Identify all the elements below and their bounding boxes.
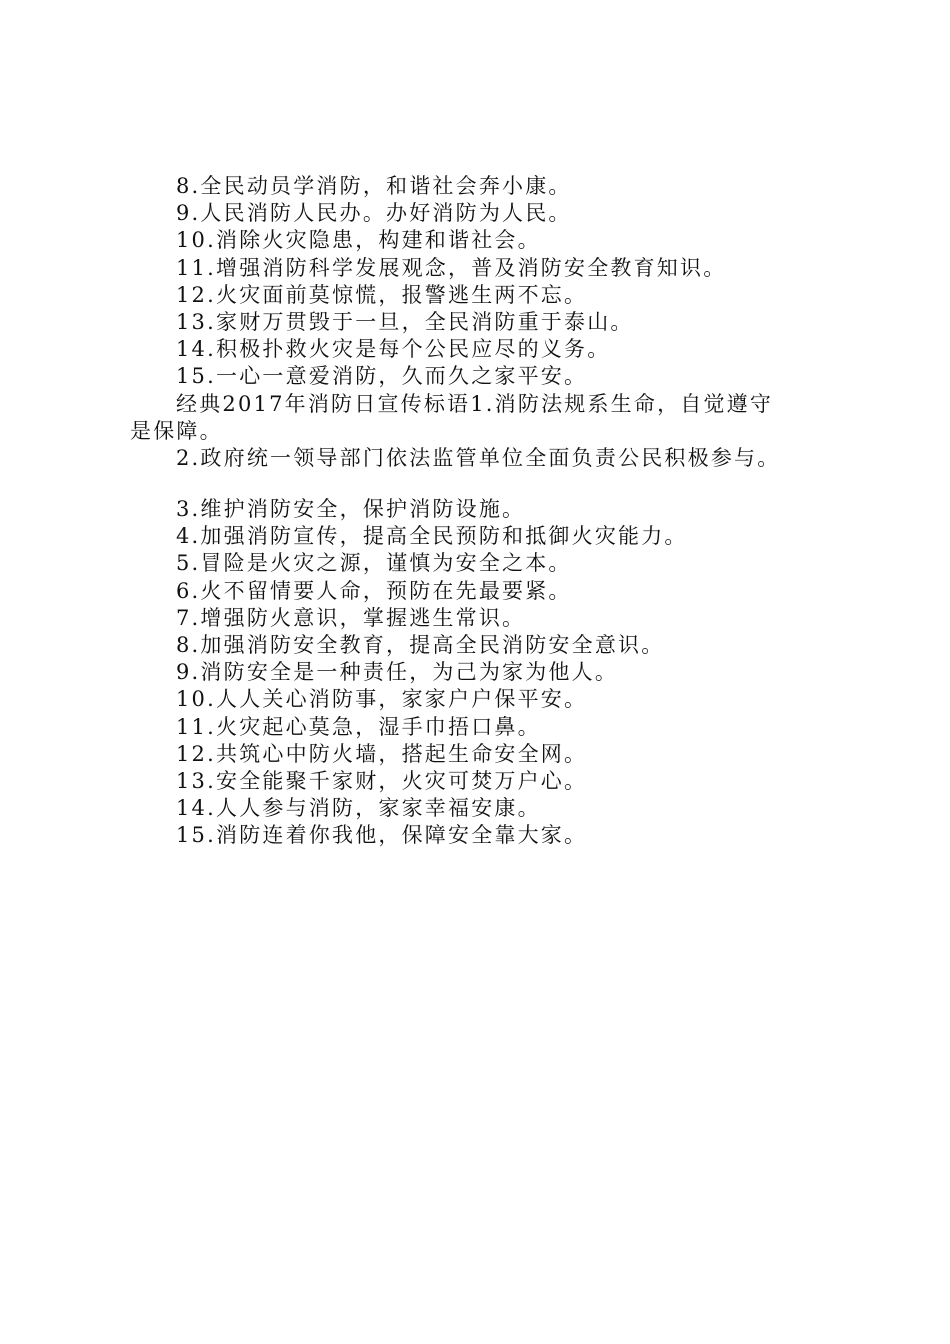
slogan-line: 4.加强消防宣传，提高全民预防和抵御火灾能力。 <box>176 524 688 549</box>
section-heading-line: 经典2017年消防日宣传标语1.消防法规系生命，自觉遵守 <box>176 391 774 416</box>
slogan-line: 15.一心一意爱消防，久而久之家平安。 <box>176 364 588 389</box>
slogan-line: 3.维护消防安全，保护消防设施。 <box>176 497 526 522</box>
slogan-line: 10.人人关心消防事，家家户户保平安。 <box>176 687 588 712</box>
slogan-line: 11.火灾起心莫急，湿手巾捂口鼻。 <box>176 714 541 739</box>
slogan-line: 9.消防安全是一种责任，为己为家为他人。 <box>176 660 619 685</box>
slogan-line: 11.增强消防科学发展观念，普及消防安全教育知识。 <box>176 255 727 280</box>
slogan-line: 14.人人参与消防，家家幸福安康。 <box>176 796 541 821</box>
slogan-line: 12.共筑心中防火墙，搭起生命安全网。 <box>176 741 588 766</box>
slogan-line: 5.冒险是火灾之源，谨慎为安全之本。 <box>176 551 572 576</box>
slogan-line: 7.增强防火意识，掌握逃生常识。 <box>176 605 526 630</box>
slogan-line: 12.火灾面前莫惊慌，报警逃生两不忘。 <box>176 282 588 307</box>
section-heading-continuation: 是保障。 <box>130 418 223 443</box>
slogan-line: 9.人民消防人民办。办好消防为人民。 <box>176 201 572 226</box>
slogan-line: 15.消防连着你我他，保障安全靠大家。 <box>176 823 588 848</box>
slogan-line: 8.加强消防安全教育，提高全民消防安全意识。 <box>176 633 665 657</box>
slogan-line: 14.积极扑救火灾是每个公民应尽的义务。 <box>176 337 611 362</box>
slogan-line: 10.消除火灾隐患，构建和谐社会。 <box>176 228 541 253</box>
slogan-line: 13.家财万贯毁于一旦，全民消防重于泰山。 <box>176 309 634 334</box>
slogan-line: 13.安全能聚千家财，火灾可焚万户心。 <box>176 768 588 793</box>
slogan-line: 2.政府统一领导部门依法监管单位全面负责公民积极参与。 <box>176 445 781 470</box>
slogan-line: 6.火不留情要人命，预防在先最要紧。 <box>176 578 572 603</box>
document-body <box>130 173 850 850</box>
paragraph-gap <box>130 472 850 496</box>
slogan-line: 8.全民动员学消防，和谐社会奔小康。 <box>176 174 572 198</box>
